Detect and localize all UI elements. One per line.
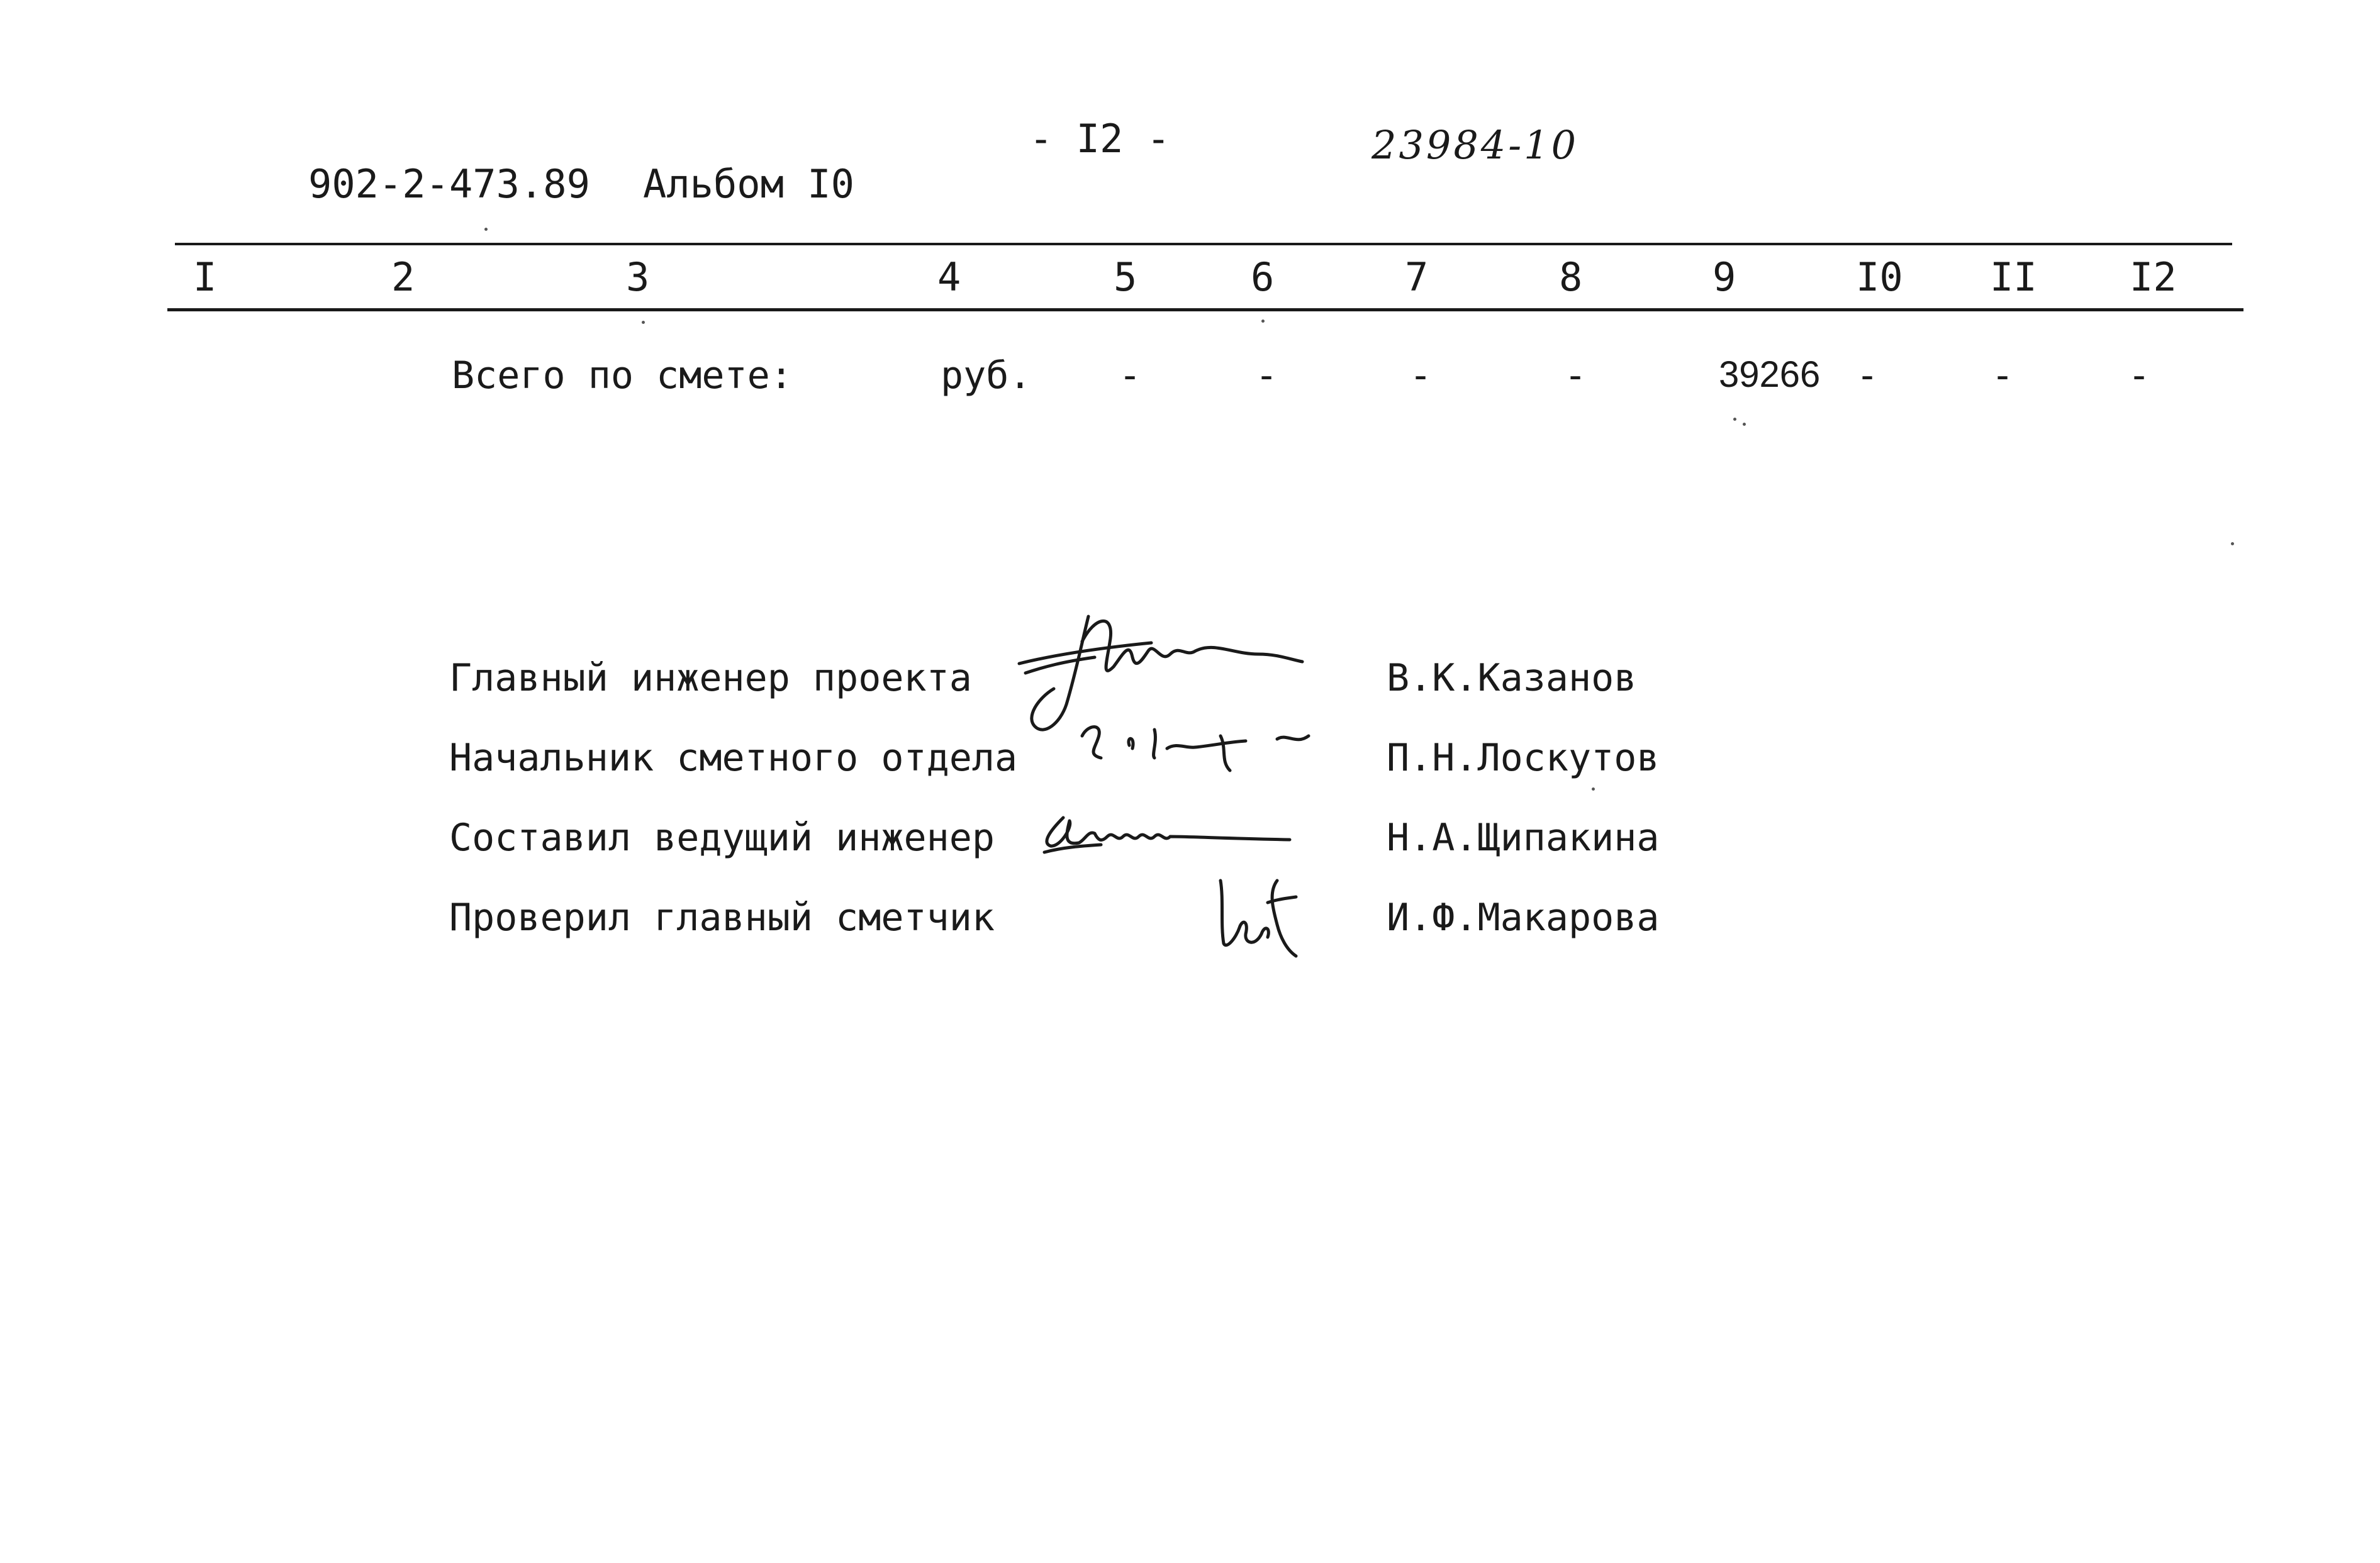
total-label: Всего по смете: (452, 353, 793, 398)
column-number: 3 (626, 254, 650, 300)
column-number: I2 (2130, 254, 2177, 300)
column-number: 4 (937, 254, 961, 300)
signature-name: П.Н.Лоскутов (1387, 736, 1660, 780)
handwritten-signature-4 (1208, 868, 1309, 962)
column-number: I0 (1856, 254, 1903, 300)
column-number: II (1990, 254, 2037, 300)
column-number: 5 (1114, 254, 1137, 300)
signature-role: Главный инженер проекта (449, 656, 972, 700)
scan-speck (2231, 542, 2234, 545)
column-number: 2 (391, 254, 415, 300)
document-code: 902-2-473.89 (308, 161, 590, 207)
scan-speck (642, 321, 645, 324)
inventory-number: 23984-10 (1372, 122, 1579, 168)
signature-name: Н.А.Щипакина (1387, 816, 1660, 860)
column-number: 8 (1559, 254, 1583, 300)
signature-role: Начальник сметного отдела (449, 736, 1018, 780)
handwritten-signature-2 (1070, 711, 1334, 780)
scan-speck (484, 228, 488, 231)
table-header-bottom-rule (167, 308, 2243, 311)
column-number: 9 (1712, 254, 1736, 300)
signature-name: В.К.Казанов (1387, 656, 1637, 700)
total-col5: - (1119, 353, 1142, 398)
signature-role: Проверил главный сметчик (449, 896, 995, 940)
column-number: 6 (1251, 254, 1275, 300)
total-unit: руб. (941, 353, 1032, 398)
signature-role: Составил ведущий инженер (449, 816, 995, 860)
total-col7: - (1409, 353, 1433, 398)
total-col9: 39266 (1719, 354, 1821, 395)
total-col6: - (1255, 353, 1278, 398)
scan-speck (1733, 418, 1736, 421)
total-col8: - (1564, 353, 1587, 398)
album-label: Альбом I0 (643, 161, 854, 207)
scan-speck (1261, 320, 1265, 323)
table-top-rule (175, 243, 2232, 245)
total-col10: - (1856, 353, 1879, 398)
page-number: - I2 - (1029, 116, 1170, 162)
scan-speck (1743, 423, 1746, 426)
column-number: I (193, 254, 217, 300)
total-col12: - (2128, 353, 2151, 398)
signature-name: И.Ф.Макарова (1387, 896, 1660, 940)
scan-speck (1592, 787, 1595, 791)
handwritten-signature-3 (1025, 808, 1302, 865)
total-col11: - (1991, 353, 2014, 398)
column-number: 7 (1405, 254, 1429, 300)
